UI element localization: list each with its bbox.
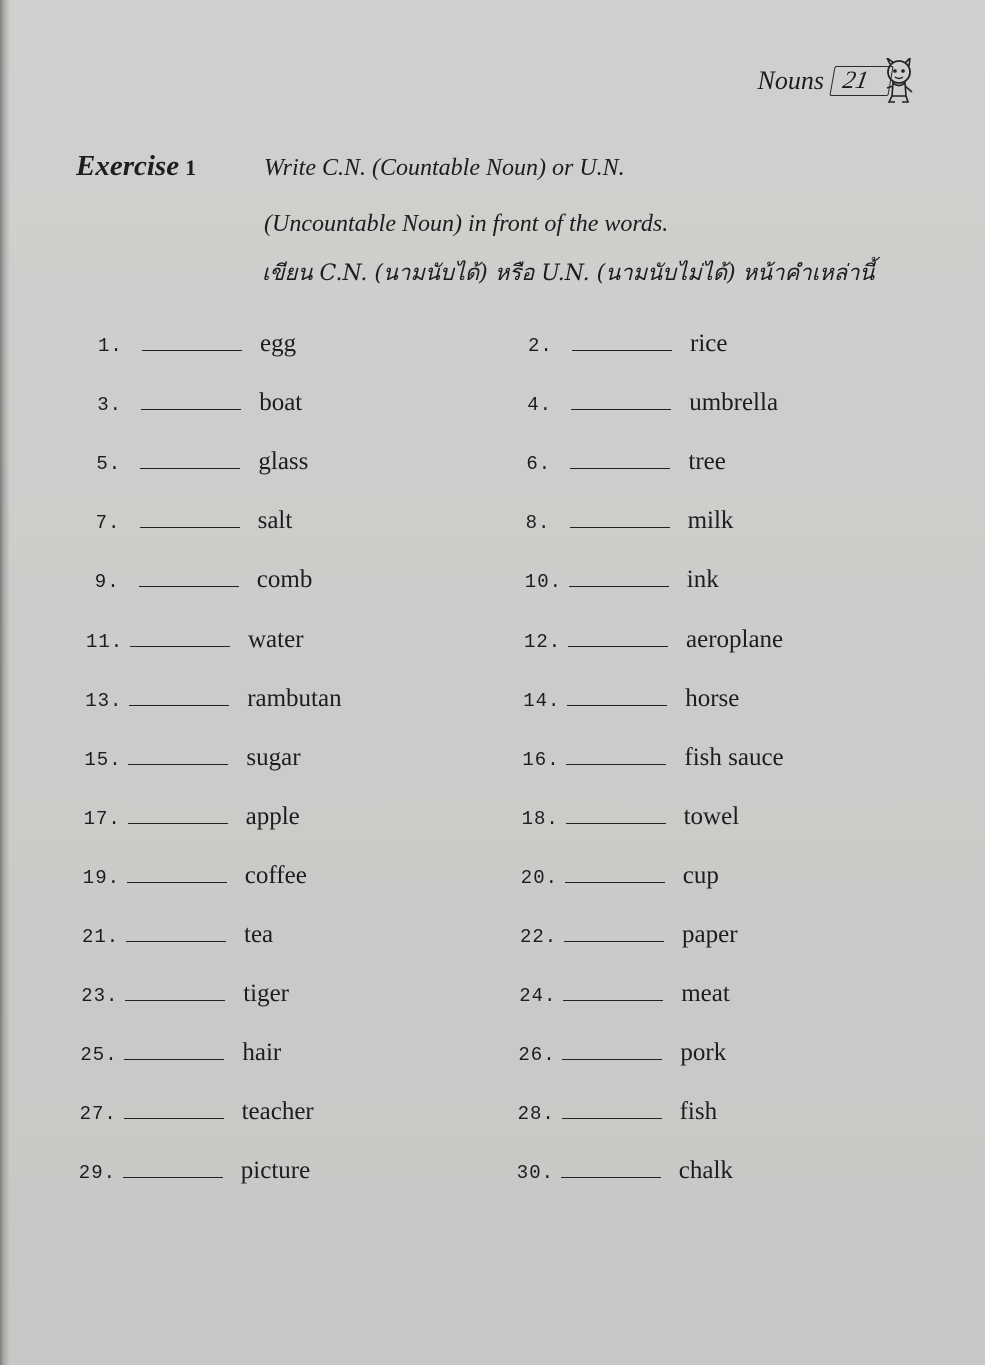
item-number: 7. <box>95 512 121 535</box>
exercise-item <box>525 566 719 594</box>
exercise-item <box>81 980 289 1008</box>
instruction-line-2: (Uncountable Noun) in front of the words. <box>264 211 669 237</box>
item-word: meat <box>681 980 730 1008</box>
exercise-item <box>84 803 300 831</box>
item-number: 1. <box>98 335 123 357</box>
instruction-line-1: Write C.N. (Countable Noun) or U.N. <box>264 155 625 181</box>
item-number: 11. <box>86 630 124 653</box>
exercise-item <box>526 448 725 476</box>
item-word: water <box>248 625 304 653</box>
exercise-item <box>524 626 783 654</box>
item-number: 14. <box>523 689 561 712</box>
item-word: teacher <box>241 1098 314 1126</box>
page-header <box>758 58 915 104</box>
exercise-item <box>86 626 304 654</box>
item-word: salt <box>257 507 293 535</box>
item-word: paper <box>682 921 738 948</box>
item-number: 20. <box>520 866 559 889</box>
answer-blank[interactable] <box>571 391 671 410</box>
answer-blank[interactable] <box>125 982 225 1001</box>
item-word: cup <box>682 861 719 889</box>
exercise-item <box>95 566 313 594</box>
item-number: 17. <box>83 807 121 830</box>
exercise-item <box>80 1098 314 1126</box>
item-number: 13. <box>85 689 123 712</box>
answer-blank[interactable] <box>140 509 240 528</box>
exercise-item <box>84 744 300 772</box>
answer-blank[interactable] <box>139 568 239 587</box>
item-word: pork <box>680 1039 727 1067</box>
exercise-item <box>518 1039 726 1067</box>
item-word: hair <box>242 1039 282 1067</box>
item-number: 15. <box>84 748 122 771</box>
answer-blank[interactable] <box>570 450 670 469</box>
exercise-item <box>82 921 273 949</box>
item-number: 23. <box>81 985 119 1008</box>
answer-blank[interactable] <box>569 568 669 587</box>
exercise-item <box>521 862 719 890</box>
item-word: tiger <box>243 980 290 1008</box>
item-word: chalk <box>678 1157 733 1185</box>
answer-blank[interactable] <box>568 628 668 647</box>
answer-blank[interactable] <box>128 805 228 824</box>
item-word: tree <box>688 448 726 476</box>
answer-blank[interactable] <box>561 1159 661 1178</box>
answer-blank[interactable] <box>563 982 663 1001</box>
item-word: sugar <box>246 743 301 771</box>
item-number: 16. <box>522 748 560 771</box>
exercise-item <box>96 448 308 476</box>
item-number: 6. <box>526 453 552 476</box>
section-title: Nouns <box>757 66 824 95</box>
answer-blank[interactable] <box>123 1159 223 1178</box>
answer-blank[interactable] <box>127 864 227 883</box>
item-word: egg <box>260 330 297 357</box>
item-number: 28. <box>517 1103 555 1126</box>
exercise-item <box>97 389 302 417</box>
answer-blank[interactable] <box>124 1100 224 1119</box>
answer-blank[interactable] <box>566 805 666 824</box>
cartoon-mascot-icon <box>879 58 915 104</box>
exercise-item <box>523 685 739 713</box>
answer-blank[interactable] <box>130 628 230 647</box>
answer-blank[interactable] <box>564 923 664 942</box>
item-number: 22. <box>520 926 558 948</box>
item-word: rice <box>690 330 728 357</box>
item-word: horse <box>685 684 740 712</box>
exercise-item <box>80 1039 281 1067</box>
answer-blank[interactable] <box>126 923 226 942</box>
answer-blank[interactable] <box>142 332 242 351</box>
page-number: 21 <box>840 67 871 94</box>
exercise-item <box>520 921 738 949</box>
exercise-item <box>519 980 730 1008</box>
item-number: 30. <box>516 1162 555 1185</box>
exercise-item <box>522 744 783 772</box>
item-number: 4. <box>527 394 552 417</box>
answer-blank[interactable] <box>124 1041 224 1060</box>
exercise-number: 1 <box>185 155 197 180</box>
item-word: picture <box>240 1157 311 1185</box>
item-word: apple <box>245 802 300 830</box>
item-number: 29. <box>78 1162 117 1185</box>
exercise-item <box>79 1157 310 1185</box>
item-number: 24. <box>519 985 557 1008</box>
answer-blank[interactable] <box>562 1041 662 1060</box>
item-number: 9. <box>94 571 120 594</box>
answer-blank[interactable] <box>567 687 667 706</box>
answer-blank[interactable] <box>566 746 666 765</box>
answer-blank[interactable] <box>129 687 229 706</box>
exercise-label: Exercise 1 <box>76 150 197 182</box>
item-word: towel <box>683 802 740 830</box>
item-word: coffee <box>244 861 307 889</box>
exercise-item <box>83 862 307 890</box>
item-word: fish <box>679 1098 718 1126</box>
item-number: 18. <box>521 807 559 830</box>
answer-blank[interactable] <box>141 391 241 410</box>
item-word: milk <box>687 507 734 535</box>
answer-blank[interactable] <box>128 746 228 765</box>
answer-blank[interactable] <box>572 332 672 351</box>
exercise-item <box>528 330 727 358</box>
item-word: fish sauce <box>684 743 784 771</box>
thai-instruction: เขียน C.N. (นามนับได้) หรือ U.N. (นามนับไม่ได้) หน้าคำเหล่านี้ <box>262 261 875 286</box>
item-word: boat <box>259 389 303 417</box>
item-word: ink <box>686 566 719 594</box>
item-number: 2. <box>528 335 553 357</box>
item-number: 8. <box>525 512 551 535</box>
item-word: glass <box>258 448 309 476</box>
item-word: rambutan <box>247 684 342 712</box>
item-number: 26. <box>518 1044 556 1067</box>
answer-blank[interactable] <box>140 450 240 469</box>
exercise-heading <box>76 140 936 252</box>
item-word: umbrella <box>689 389 779 417</box>
item-number: 5. <box>96 453 122 476</box>
exercise-item <box>527 389 778 417</box>
exercise-item <box>522 803 740 831</box>
answer-blank[interactable] <box>570 509 670 528</box>
exercise-item <box>526 507 734 535</box>
item-word: tea <box>244 921 274 948</box>
item-number: 12. <box>524 630 562 653</box>
exercise-item <box>85 685 341 713</box>
item-word: aeroplane <box>686 625 784 653</box>
item-number: 10. <box>524 571 563 594</box>
answer-blank[interactable] <box>565 864 665 883</box>
item-number: 25. <box>80 1044 118 1067</box>
exercise-item <box>517 1157 733 1185</box>
exercise-item <box>96 507 293 535</box>
item-number: 3. <box>97 394 122 417</box>
book-spine-shadow <box>0 0 10 1365</box>
exercise-item <box>98 330 296 358</box>
answer-blank[interactable] <box>562 1100 662 1119</box>
item-number: 27. <box>79 1103 117 1126</box>
exercise-item <box>518 1098 718 1126</box>
item-number: 21. <box>82 926 120 948</box>
item-word: comb <box>256 566 313 594</box>
item-number: 19. <box>82 866 121 889</box>
